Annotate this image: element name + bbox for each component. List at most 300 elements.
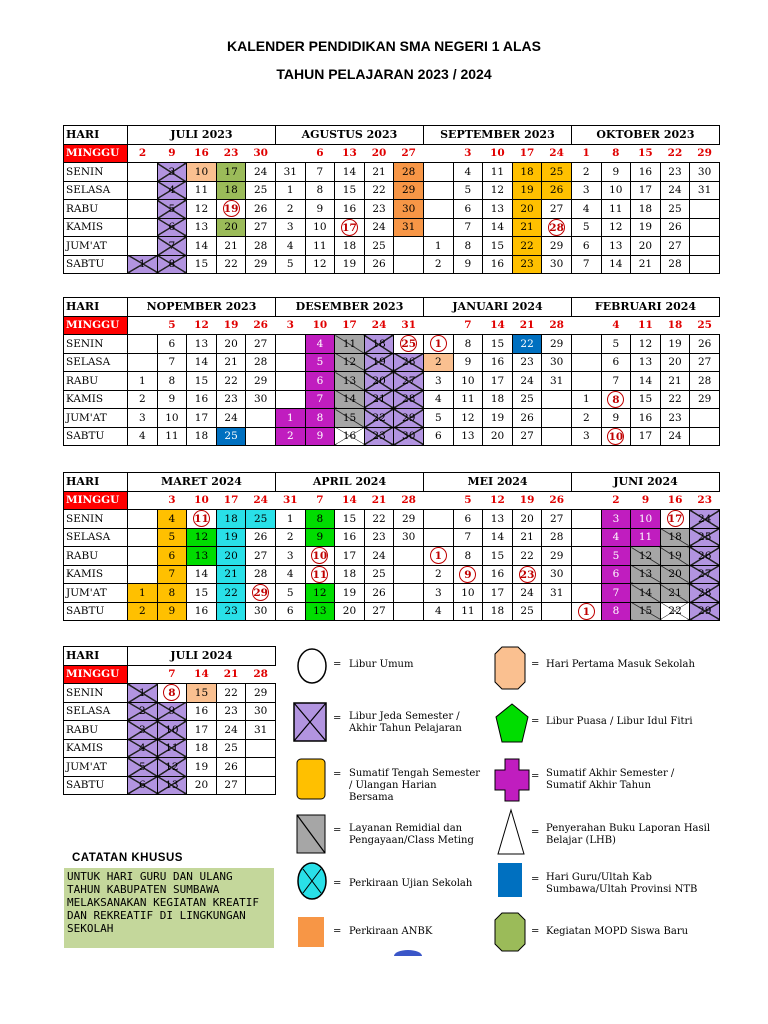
day-cell: 23 [364,200,394,219]
circled-holiday: 11 [311,566,328,583]
day-cell: 19 [660,547,690,566]
day-cell: 24 [660,181,690,200]
row-label-jumat: JUM'AT [64,758,128,777]
day-cell: 26 [364,255,394,274]
day-cell: 22 [660,144,690,163]
table-row [64,776,276,795]
day-cell: 18 [483,602,513,621]
day-cell: 25 [512,390,542,409]
crossed-box-icon [293,702,327,742]
day-cell: 22 [364,181,394,200]
day-cell: 27 [394,144,424,163]
day-cell: 16 [483,353,513,372]
day-cell: 18 [335,237,365,256]
day-cell: 6 [453,510,483,529]
day-cell: 24 [364,218,394,237]
day-cell: 12 [483,181,513,200]
day-cell: 21 [631,255,661,274]
day-cell: 31 [542,584,572,603]
day-cell: 3 [157,163,187,182]
day-cell: 7 [305,491,335,510]
day-cell: 20 [512,510,542,529]
day-cell: 7 [305,163,335,182]
month-sep-2023: SEPTEMBER 2023 [423,126,571,145]
day-cell [424,528,454,547]
day-cell: 21 [512,316,542,335]
row-label-rabu: RABU [64,547,128,566]
table-row [64,721,276,740]
day-cell: 15 [335,181,365,200]
month-mei-2024: MEI 2024 [424,473,572,492]
legend-eq: = [531,827,540,838]
day-cell: 2 [424,565,454,584]
table-row [64,390,720,409]
teal-circle-icon [296,860,328,902]
day-cell [128,353,158,372]
day-cell: 12 [187,200,217,219]
day-cell: 22 [660,602,690,621]
day-cell: 26 [660,218,690,237]
day-cell: 26 [364,584,394,603]
day-cell: 19 [187,758,217,777]
row-label-senin: SENIN [64,163,128,182]
day-cell: 10 [187,491,217,510]
day-cell [690,200,720,219]
day-cell: 11 [157,739,187,758]
day-cell [128,665,158,684]
day-cell: 31 [394,218,424,237]
day-cell: 30 [394,427,424,446]
row-label-selasa: SELASA [64,702,128,721]
row-label-sabtu: SABTU [64,602,128,621]
day-cell: 7 [305,390,335,409]
day-cell [276,372,306,391]
legend-lhb: Penyerahan Buku Laporan Hasil Belajar (LHB) [546,823,711,846]
row-label-jumat: JUM'AT [64,237,128,256]
day-cell: 3 [276,316,306,335]
day-cell [128,218,158,237]
day-cell: 1 [128,584,158,603]
day-cell: 7 [453,316,483,335]
day-cell: 31 [542,372,572,391]
month-okt-2023: OKTOBER 2023 [571,126,719,145]
day-cell: 4 [157,181,187,200]
day-cell [572,547,602,566]
day-cell [128,510,158,529]
month-feb-2024: FEBRUARI 2024 [571,298,719,317]
day-cell: 23 [660,163,690,182]
day-cell: 3 [275,218,305,237]
day-cell: 19 [660,335,690,354]
day-cell: 14 [483,528,513,547]
table-row [64,144,720,163]
day-cell: 19 [216,528,246,547]
row-label-minggu: MINGGU [64,316,128,335]
rounded-square-icon [296,758,326,800]
day-cell: 15 [631,390,661,409]
legend-eq: = [531,926,540,937]
day-cell [128,565,158,584]
day-cell: 9 [453,353,483,372]
day-cell: 12 [305,584,335,603]
day-cell: 2 [128,144,158,163]
legend-eq: = [531,771,540,782]
table-row [64,353,720,372]
day-cell [394,565,424,584]
day-cell: 16 [187,144,217,163]
circled-holiday: 23 [519,566,536,583]
day-cell: 8 [601,144,631,163]
day-cell: 3 [424,372,454,391]
table-row [64,547,720,566]
row-label-hari: HARI [64,473,128,492]
day-cell: 7 [157,665,187,684]
calendar-block-2 [63,297,720,446]
day-cell: 11 [453,390,483,409]
day-cell: 25 [364,565,394,584]
table-row [64,237,720,256]
day-cell: 30 [690,163,720,182]
day-cell: 13 [187,218,217,237]
day-cell: 7 [453,218,483,237]
legend-eq: = [531,716,540,727]
circled-holiday: 28 [548,219,565,236]
row-label-kamis: KAMIS [64,390,128,409]
day-cell: 26 [542,181,572,200]
table-row [64,510,720,529]
day-cell: 13 [305,602,335,621]
day-cell [571,316,601,335]
day-cell [128,200,158,219]
day-cell: 4 [275,237,305,256]
table-row [64,602,720,621]
day-cell: 14 [631,584,661,603]
day-cell: 5 [571,218,601,237]
legend-eq: = [333,713,342,724]
day-cell [690,218,720,237]
legend-libur-umum: Libur Umum [349,659,414,670]
day-cell [128,491,158,510]
day-cell: 3 [424,584,454,603]
day-cell: 11 [157,427,187,446]
day-cell: 9 [157,390,187,409]
calendar-block-4 [63,646,276,795]
day-cell: 5 [275,584,305,603]
day-cell: 2 [128,602,158,621]
day-cell: 21 [216,237,246,256]
day-cell: 17 [512,144,542,163]
day-cell: 2 [423,255,453,274]
day-cell: 9 [601,163,631,182]
day-cell: 10 [453,584,483,603]
day-cell: 23 [690,491,720,510]
row-label-selasa: SELASA [64,353,128,372]
day-cell: 9 [305,528,335,547]
cross-icon [494,758,530,802]
day-cell [394,602,424,621]
day-cell [394,584,424,603]
day-cell: 12 [453,409,483,428]
day-cell: 17 [187,721,217,740]
day-cell: 12 [305,255,335,274]
day-cell [157,684,187,703]
day-cell: 5 [453,491,483,510]
day-cell: 5 [157,528,187,547]
row-label-hari: HARI [64,298,128,317]
day-cell: 13 [453,427,483,446]
day-cell: 13 [483,510,513,529]
day-cell: 27 [246,335,276,354]
day-cell: 13 [335,144,365,163]
day-cell: 30 [394,528,424,547]
day-cell: 21 [512,528,542,547]
day-cell: 28 [660,255,690,274]
day-cell [423,144,453,163]
day-cell: 6 [601,565,631,584]
day-cell: 12 [631,335,661,354]
day-cell: 10 [601,181,631,200]
day-cell: 28 [394,163,424,182]
olive-octagon-icon [494,912,526,952]
day-cell: 8 [305,181,335,200]
legend-ujian: Perkiraan Ujian Sekolah [349,878,473,889]
day-cell: 29 [542,237,572,256]
pentagon-icon [494,702,530,744]
day-cell: 3 [571,181,601,200]
notes-text: UNTUK HARI GURU DAN ULANG TAHUN KABUPATEN SUMBAWA MELAKSANAKAN KEGIATAN KREATIF DAN REKREATIF DI LINGKUNGAN SEKOLAH [64,868,274,948]
month-nov-2023: NOPEMBER 2023 [128,298,276,317]
day-cell: 16 [660,491,690,510]
day-cell: 5 [157,200,187,219]
day-cell: 19 [335,255,365,274]
day-cell [542,390,572,409]
day-cell: 29 [394,510,424,529]
day-cell [571,372,601,391]
day-cell [128,547,158,566]
day-cell: 4 [157,510,187,529]
day-cell: 25 [690,316,720,335]
table-row [64,491,720,510]
day-cell: 5 [601,547,631,566]
row-label-rabu: RABU [64,721,128,740]
day-cell: 17 [335,547,365,566]
day-cell: 21 [660,584,690,603]
day-cell [305,565,335,584]
day-cell: 16 [631,163,661,182]
day-cell [275,144,305,163]
legend-layanan: Layanan Remidial dan Pengayaan/Class Meting [349,823,474,846]
day-cell: 25 [512,602,542,621]
day-cell: 26 [246,200,276,219]
circled-holiday: 29 [252,584,269,601]
month-jul-2023: JULI 2023 [128,126,276,145]
day-cell: 2 [571,409,601,428]
day-cell [128,181,158,200]
day-cell: 13 [187,547,217,566]
circled-holiday: 17 [341,219,358,236]
day-cell [128,237,158,256]
day-cell: 14 [631,372,661,391]
day-cell: 20 [660,565,690,584]
day-cell [423,181,453,200]
day-cell: 20 [660,353,690,372]
day-cell: 9 [305,427,335,446]
table-row [64,684,276,703]
day-cell: 9 [453,255,483,274]
day-cell: 25 [216,427,246,446]
table-row [64,565,720,584]
day-cell [246,584,276,603]
day-cell: 29 [542,335,572,354]
day-cell: 17 [216,491,246,510]
row-label-kamis: KAMIS [64,218,128,237]
day-cell [424,547,454,566]
day-cell: 15 [187,255,217,274]
day-cell: 20 [216,335,246,354]
day-cell: 20 [483,427,513,446]
day-cell [424,316,454,335]
day-cell: 30 [246,702,276,721]
day-cell: 18 [216,181,246,200]
day-cell: 28 [246,665,276,684]
table-row [64,702,276,721]
legend-sumatif-akhir: Sumatif Akhir Semester / Sumatif Akhir Tahun [546,768,675,791]
circled-holiday: 11 [193,510,210,527]
day-cell: 3 [128,409,158,428]
day-cell: 24 [246,163,276,182]
day-cell: 1 [275,510,305,529]
day-cell: 5 [601,335,631,354]
day-cell: 7 [571,255,601,274]
day-cell: 8 [453,335,483,354]
day-cell: 2 [128,702,158,721]
month-jun-2024: JUNI 2024 [572,473,720,492]
day-cell: 25 [690,528,720,547]
day-cell [572,510,602,529]
table-row [64,200,720,219]
legend-eq: = [333,659,342,670]
day-cell: 2 [601,491,631,510]
day-cell: 8 [453,237,483,256]
day-cell [246,758,276,777]
day-cell [572,491,602,510]
day-cell: 2 [571,163,601,182]
day-cell: 15 [631,602,661,621]
day-cell: 24 [216,409,246,428]
day-cell: 29 [690,390,720,409]
page-title: KALENDER PENDIDIKAN SMA NEGERI 1 ALAS [227,38,541,54]
day-cell: 16 [483,255,513,274]
table-row [64,665,276,684]
table-row [64,163,720,182]
day-cell: 1 [423,237,453,256]
table-row [64,372,720,391]
day-cell: 5 [305,353,335,372]
legend-libur-jeda: Libur Jeda Semester / Akhir Tahun Pelajaran [349,711,462,734]
day-cell: 16 [187,390,217,409]
row-label-sabtu: SABTU [64,427,128,446]
day-cell: 12 [601,218,631,237]
day-cell: 15 [335,510,365,529]
month-des-2023: DESEMBER 2023 [276,298,424,317]
row-label-hari: HARI [64,126,128,145]
day-cell: 8 [305,510,335,529]
circled-holiday: 1 [578,603,595,620]
day-cell: 25 [660,200,690,219]
day-cell: 20 [631,237,661,256]
day-cell: 12 [157,758,187,777]
day-cell: 6 [275,602,305,621]
day-cell: 28 [542,316,572,335]
table-row [64,739,276,758]
day-cell: 30 [542,353,572,372]
day-cell: 14 [483,218,513,237]
row-label-hari: HARI [64,647,128,666]
day-cell: 14 [187,565,217,584]
day-cell: 28 [246,237,276,256]
day-cell: 22 [512,547,542,566]
day-cell: 29 [394,409,424,428]
day-cell: 27 [690,565,720,584]
row-label-rabu: RABU [64,372,128,391]
day-cell: 6 [157,335,187,354]
day-cell: 24 [364,316,394,335]
day-cell: 10 [305,316,335,335]
day-cell: 16 [335,200,365,219]
day-cell: 26 [216,758,246,777]
day-cell: 15 [483,335,513,354]
day-cell: 3 [275,547,305,566]
legend-mopd: Kegiatan MOPD Siswa Baru [546,926,689,937]
day-cell: 4 [305,335,335,354]
day-cell: 27 [512,427,542,446]
day-cell: 27 [542,510,572,529]
day-cell: 1 [128,372,158,391]
day-cell: 17 [631,181,661,200]
day-cell [601,390,631,409]
day-cell: 12 [483,491,513,510]
table-row [64,316,720,335]
day-cell: 28 [246,565,276,584]
day-cell: 5 [157,316,187,335]
day-cell: 21 [364,491,394,510]
day-cell: 22 [216,372,246,391]
day-cell: 18 [512,163,542,182]
day-cell: 26 [246,316,276,335]
day-cell: 4 [424,390,454,409]
day-cell: 5 [128,758,158,777]
day-cell: 10 [631,510,661,529]
day-cell: 20 [364,372,394,391]
day-cell: 8 [157,372,187,391]
notes-title: CATATAN KHUSUS [72,852,183,864]
day-cell: 6 [424,427,454,446]
day-cell: 18 [631,200,661,219]
day-cell: 4 [128,427,158,446]
day-cell: 24 [246,491,276,510]
day-cell: 17 [631,427,661,446]
day-cell: 13 [187,335,217,354]
day-cell: 5 [275,255,305,274]
day-cell: 26 [512,409,542,428]
day-cell: 10 [453,372,483,391]
day-cell: 9 [157,144,187,163]
day-cell [572,565,602,584]
day-cell: 16 [335,427,365,446]
day-cell: 6 [128,776,158,795]
day-cell: 18 [335,565,365,584]
day-cell: 23 [216,144,246,163]
